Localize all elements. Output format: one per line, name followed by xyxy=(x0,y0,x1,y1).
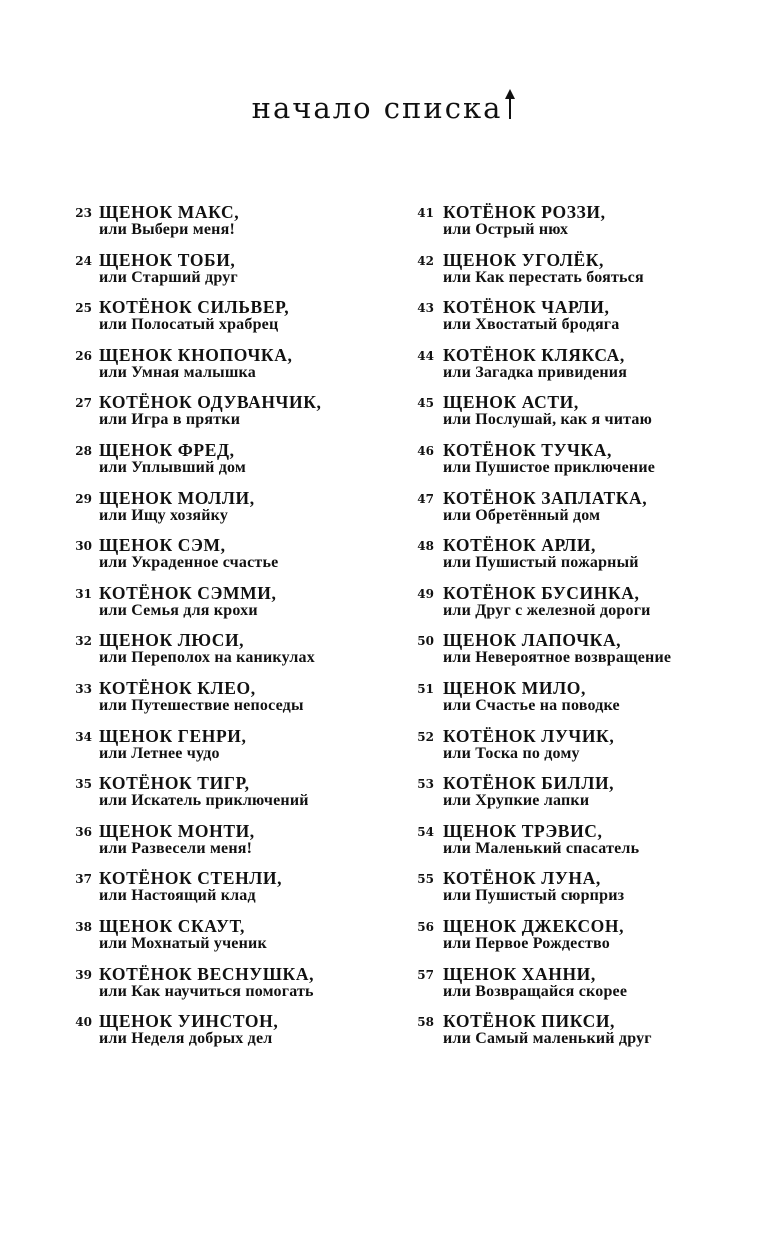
book-entry xyxy=(68,679,398,727)
book-subtitle: или Переполох на каникулах xyxy=(99,649,315,667)
book-number: 48 xyxy=(417,539,434,554)
book-title: ЩЕНОК СЭМ, xyxy=(99,535,226,556)
book-number: 36 xyxy=(75,824,92,839)
book-number: 32 xyxy=(75,634,92,649)
book-number: 49 xyxy=(417,586,434,601)
book-subtitle: или Хвостатый бродяга xyxy=(443,316,620,334)
book-number: 47 xyxy=(417,491,434,506)
book-subtitle: или Игра в прятки xyxy=(99,411,241,429)
book-title: ЩЕНОК МОЛЛИ, xyxy=(99,487,255,508)
book-number: 45 xyxy=(417,396,434,411)
book-list-left-column xyxy=(68,203,398,1060)
book-number: 33 xyxy=(75,681,92,696)
book-entry xyxy=(68,822,398,870)
book-number: 31 xyxy=(75,586,92,601)
book-subtitle: или Украденное счастье xyxy=(99,554,279,572)
book-entry xyxy=(68,203,398,251)
book-entry xyxy=(412,1012,742,1060)
book-title: КОТЁНОК СТЕНЛИ, xyxy=(99,868,283,889)
book-entry xyxy=(68,251,398,299)
book-entry xyxy=(412,727,742,775)
book-subtitle: или Умная малышка xyxy=(99,363,256,381)
book-entry xyxy=(412,584,742,632)
book-entry xyxy=(412,965,742,1013)
book-subtitle: или Счастье на поводке xyxy=(443,696,620,714)
book-title: КОТЁНОК ПИКСИ, xyxy=(443,1011,616,1032)
book-title: КОТЁНОК АРЛИ, xyxy=(443,535,597,556)
book-number: 30 xyxy=(75,539,92,554)
book-title: КОТЁНОК ТУЧКА, xyxy=(443,439,612,460)
book-subtitle: или Полосатый храбрец xyxy=(99,316,279,334)
book-title: КОТЁНОК ЗАПЛАТКА, xyxy=(443,487,648,508)
book-subtitle: или Тоска по дому xyxy=(443,744,580,762)
book-title: КОТЁНОК ЧАРЛИ, xyxy=(443,297,610,318)
book-subtitle: или Пушистый сюрприз xyxy=(443,887,625,905)
book-subtitle: или Как научиться помогать xyxy=(99,982,314,1000)
book-number: 40 xyxy=(75,1015,92,1030)
book-number: 51 xyxy=(417,681,434,696)
book-title: КОТЁНОК ТИГР, xyxy=(99,773,250,794)
arrow-up-icon xyxy=(504,88,516,127)
book-title: КОТЁНОК БИЛЛИ, xyxy=(443,773,615,794)
book-entry xyxy=(412,251,742,299)
book-title: ЩЕНОК ФРЕД, xyxy=(99,439,235,460)
book-entry xyxy=(412,536,742,584)
book-title: КОТЁНОК КЛЯКСА, xyxy=(443,344,625,365)
book-subtitle: или Настоящий клад xyxy=(99,887,256,905)
book-subtitle: или Обретённый дом xyxy=(443,506,601,524)
book-title: ЩЕНОК ГЕНРИ, xyxy=(99,725,247,746)
book-subtitle: или Неделя добрых дел xyxy=(99,1030,273,1048)
book-number: 57 xyxy=(417,967,434,982)
book-entry xyxy=(412,869,742,917)
book-title: КОТЁНОК КЛЕО, xyxy=(99,677,256,698)
book-subtitle: или Самый маленький друг xyxy=(443,1030,652,1048)
book-subtitle: или Ищу хозяйку xyxy=(99,506,229,524)
book-title: ЩЕНОК УИНСТОН, xyxy=(99,1011,279,1032)
book-title: КОТЁНОК СЭММИ, xyxy=(99,582,277,603)
book-entry xyxy=(68,1012,398,1060)
book-subtitle: или Друг с железной дороги xyxy=(443,601,651,619)
book-title: ЩЕНОК ХАННИ, xyxy=(443,963,596,984)
book-number: 41 xyxy=(417,206,434,220)
book-entry xyxy=(412,822,742,870)
book-number: 44 xyxy=(417,348,434,363)
book-title: ЩЕНОК УГОЛЁК, xyxy=(443,249,605,270)
book-number: 34 xyxy=(75,729,92,744)
book-subtitle: или Летнее чудо xyxy=(99,744,220,762)
book-entry xyxy=(68,631,398,679)
book-entry xyxy=(412,393,742,441)
book-subtitle: или Семья для крохи xyxy=(99,601,258,619)
book-entry xyxy=(68,917,398,965)
book-number: 25 xyxy=(75,301,92,316)
book-subtitle: или Возвращайся скорее xyxy=(443,982,628,1000)
book-entry xyxy=(68,489,398,537)
page-heading xyxy=(0,86,768,125)
book-title: КОТЁНОК РОЗЗИ, xyxy=(443,202,606,222)
book-number: 29 xyxy=(75,491,92,506)
book-subtitle: или Хрупкие лапки xyxy=(443,792,590,810)
book-number: 26 xyxy=(75,348,92,363)
book-number: 53 xyxy=(417,777,434,792)
book-title: ЩЕНОК ТОБИ, xyxy=(99,249,236,270)
book-subtitle: или Мохнатый ученик xyxy=(99,934,267,952)
book-entry xyxy=(68,441,398,489)
book-subtitle: или Невероятное возвращение xyxy=(443,649,672,667)
book-subtitle: или Развесели меня! xyxy=(99,839,253,857)
book-subtitle: или Загадка привидения xyxy=(443,363,628,381)
book-title: ЩЕНОК ЛЮСИ, xyxy=(99,630,245,651)
book-entry xyxy=(412,631,742,679)
book-subtitle: или Послушай, как я читаю xyxy=(443,411,653,429)
book-subtitle: или Первое Рождество xyxy=(443,934,610,952)
book-entry xyxy=(68,298,398,346)
book-number: 37 xyxy=(75,872,92,887)
book-title: ЩЕНОК СКАУТ, xyxy=(99,915,245,936)
book-entry xyxy=(68,774,398,822)
book-entry xyxy=(412,203,742,251)
book-subtitle: или Как перестать бояться xyxy=(443,268,644,286)
book-subtitle: или Искатель приключений xyxy=(99,792,309,810)
book-number: 56 xyxy=(417,919,434,934)
book-title: КОТЁНОК СИЛЬВЕР, xyxy=(99,297,290,318)
book-list-right-column xyxy=(412,203,742,1060)
book-subtitle: или Пушистое приключение xyxy=(443,458,656,476)
book-subtitle: или Острый нюх xyxy=(443,221,569,238)
book-title: ЩЕНОК АСТИ, xyxy=(443,392,579,413)
book-number: 58 xyxy=(417,1015,434,1030)
book-entry xyxy=(68,536,398,584)
book-entry xyxy=(68,393,398,441)
book-subtitle: или Маленький спасатель xyxy=(443,839,640,857)
book-entry xyxy=(68,727,398,775)
book-number: 46 xyxy=(417,443,434,458)
book-entry xyxy=(412,441,742,489)
book-title: КОТЁНОК ЛУЧИК, xyxy=(443,725,615,746)
book-number: 39 xyxy=(75,967,92,982)
heading-text: начало списка xyxy=(251,91,503,125)
book-entry xyxy=(412,774,742,822)
book-title: ЩЕНОК ТРЭВИС, xyxy=(443,820,603,841)
book-subtitle: или Выбери меня! xyxy=(99,221,235,238)
book-title: ЩЕНОК ЛАПОЧКА, xyxy=(443,630,622,651)
book-subtitle: или Уплывший дом xyxy=(99,458,247,476)
book-number: 50 xyxy=(417,634,434,649)
book-entry xyxy=(412,679,742,727)
book-entry xyxy=(412,346,742,394)
book-number: 43 xyxy=(417,301,434,316)
book-title: КОТЁНОК БУСИНКА, xyxy=(443,582,640,603)
book-number: 55 xyxy=(417,872,434,887)
book-title: КОТЁНОК ВЕСНУШКА, xyxy=(99,963,315,984)
book-subtitle: или Путешествие непоседы xyxy=(99,696,304,714)
book-number: 42 xyxy=(417,253,434,268)
book-title: ЩЕНОК МАКС, xyxy=(99,202,240,222)
book-title: КОТЁНОК ОДУВАНЧИК, xyxy=(99,392,322,413)
book-entry xyxy=(68,965,398,1013)
book-entry xyxy=(412,298,742,346)
book-number: 28 xyxy=(75,443,92,458)
book-title: ЩЕНОК ДЖЕКСОН, xyxy=(443,915,625,936)
book-entry xyxy=(68,346,398,394)
book-number: 27 xyxy=(75,396,92,411)
book-entry xyxy=(412,489,742,537)
book-number: 38 xyxy=(75,919,92,934)
book-subtitle: или Старший друг xyxy=(99,268,238,286)
book-number: 35 xyxy=(75,777,92,792)
book-number: 54 xyxy=(417,824,434,839)
book-entry xyxy=(68,584,398,632)
book-entry xyxy=(412,917,742,965)
book-subtitle: или Пушистый пожарный xyxy=(443,554,639,572)
book-number: 23 xyxy=(75,206,92,220)
book-title: КОТЁНОК ЛУНА, xyxy=(443,868,601,889)
book-number: 52 xyxy=(417,729,434,744)
book-entry xyxy=(68,869,398,917)
book-title: ЩЕНОК МИЛО, xyxy=(443,677,586,698)
book-number: 24 xyxy=(75,253,92,268)
book-title: ЩЕНОК МОНТИ, xyxy=(99,820,255,841)
book-title: ЩЕНОК КНОПОЧКА, xyxy=(99,344,293,365)
